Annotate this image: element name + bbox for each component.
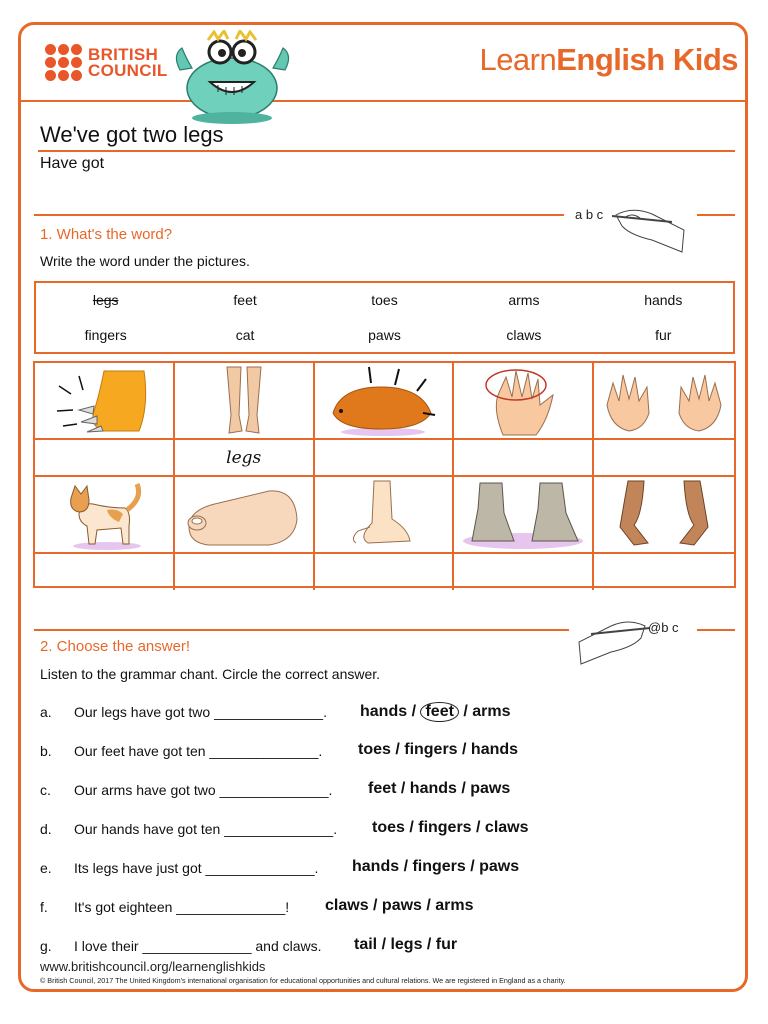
question-row: g. I love their ______________ and claws. tail / legs / fur: [40, 936, 458, 954]
word-bank-item: hands: [644, 292, 683, 309]
answer-cell[interactable]: [35, 554, 175, 590]
hands-picture: [594, 363, 734, 440]
question-row: c. Our arms have got two ______________. feet / hands / paws: [40, 780, 511, 798]
question-row: f. It's got eighteen ______________! claws / paws / arms: [40, 897, 474, 915]
feet-picture: [315, 477, 455, 554]
question-row: b. Our feet have got ten ______________. toes / fingers / hands: [40, 741, 519, 759]
section2-heading: 2. Choose the answer!: [40, 638, 191, 655]
question-text: I love their ______________ and claws.: [74, 938, 322, 954]
word-bank-item: toes: [371, 292, 398, 309]
page-subtitle: Have got: [40, 155, 105, 172]
answer-cell[interactable]: [175, 554, 315, 590]
footer-copyright: © British Council, 2017 The United Kingdom's international organisation for educational opportunities and cultural relations. We are registered in England as a charity.: [40, 976, 566, 985]
question-text: Our arms have got two ______________.: [74, 782, 333, 798]
question-options[interactable]: claws / paws / arms: [325, 897, 474, 914]
question-row: a. Our legs have got two ______________. hands / feet / arms: [40, 703, 511, 720]
question-text: Our hands have got ten ______________.: [74, 821, 338, 837]
writing-hand-icon: [575, 614, 650, 666]
header-divider: [21, 100, 748, 102]
word-bank: [34, 281, 735, 354]
answer-cell[interactable]: [35, 440, 175, 477]
section1-heading: 1. What's the word?: [40, 226, 173, 243]
fingers-picture: [454, 363, 594, 440]
word-bank-item: legs: [92, 292, 119, 309]
section2-rule-left: [34, 629, 569, 631]
section1-rule-right: [697, 214, 735, 216]
question-row: e. Its legs have just got ______________. hands / fingers / paws: [40, 858, 520, 876]
word-bank-item: fur: [655, 326, 672, 343]
picture-grid: [33, 361, 736, 588]
section2-abc-deco: @b c: [648, 620, 679, 635]
logo-dots-icon: [45, 44, 82, 81]
word-bank-item: feet: [233, 292, 257, 309]
question-options[interactable]: toes / fingers / claws: [372, 819, 529, 836]
brand-line-2: COUNCIL: [88, 60, 168, 80]
paws-picture: [454, 477, 594, 554]
question-text: Its legs have just got ______________.: [74, 860, 319, 876]
question-text: It's got eighteen ______________!: [74, 899, 290, 915]
option[interactable]: arms: [472, 703, 511, 720]
page-title: We've got two legs: [40, 122, 224, 147]
option[interactable]: hands: [360, 703, 408, 720]
question-options[interactable]: feet / hands / paws: [368, 780, 511, 797]
question-options[interactable]: toes / fingers / hands: [358, 741, 519, 758]
brand-line-1: BRITISH: [88, 44, 159, 64]
section1-rule-left: [34, 214, 564, 216]
answer-cell[interactable]: [594, 554, 734, 590]
question-options[interactable]: hands / fingers / paws: [352, 858, 520, 875]
legs-picture: [175, 363, 315, 440]
question-options: hands / feet / arms: [360, 703, 511, 720]
word-bank-item: claws: [506, 326, 542, 343]
title-underline: [38, 150, 735, 152]
answer-cell[interactable]: [454, 440, 594, 477]
question-options[interactable]: tail / legs / fur: [354, 936, 458, 953]
arms-picture: [594, 477, 734, 554]
fur-picture: [315, 363, 455, 440]
claws-picture: [35, 363, 175, 440]
writing-hand-icon: [612, 200, 692, 255]
section1-abc-deco: a b c: [575, 207, 604, 222]
answer-cell[interactable]: [315, 554, 455, 590]
section2-instruction: Listen to the grammar chant. Circle the correct answer.: [40, 666, 381, 682]
section2-rule-right: [697, 629, 735, 631]
question-row: d. Our hands have got ten ______________. toes / fingers / claws: [40, 819, 529, 837]
toes-picture: [175, 477, 315, 554]
answer-cell[interactable]: legs: [175, 440, 315, 477]
word-bank-item: paws: [368, 326, 401, 343]
section1-instruction: Write the word under the pictures.: [40, 253, 250, 269]
circled-option[interactable]: feet: [420, 702, 458, 722]
word-bank-item: fingers: [84, 326, 127, 343]
answer-cell[interactable]: [454, 554, 594, 590]
answer-cell[interactable]: [594, 440, 734, 477]
word-bank-item: arms: [508, 292, 540, 309]
question-text: Our feet have got ten ______________.: [74, 743, 323, 759]
learnenglish-kids-logo: LearnEnglish Kids: [479, 42, 738, 77]
cat-picture: [35, 477, 175, 554]
word-bank-item: cat: [235, 326, 255, 343]
british-council-logo: [45, 44, 168, 81]
monster-mascot-icon: [170, 30, 295, 125]
question-text: Our legs have got two ______________.: [74, 704, 327, 720]
answer-cell[interactable]: [315, 440, 455, 477]
footer-url[interactable]: www.britishcouncil.org/learnenglishkids: [40, 959, 266, 974]
